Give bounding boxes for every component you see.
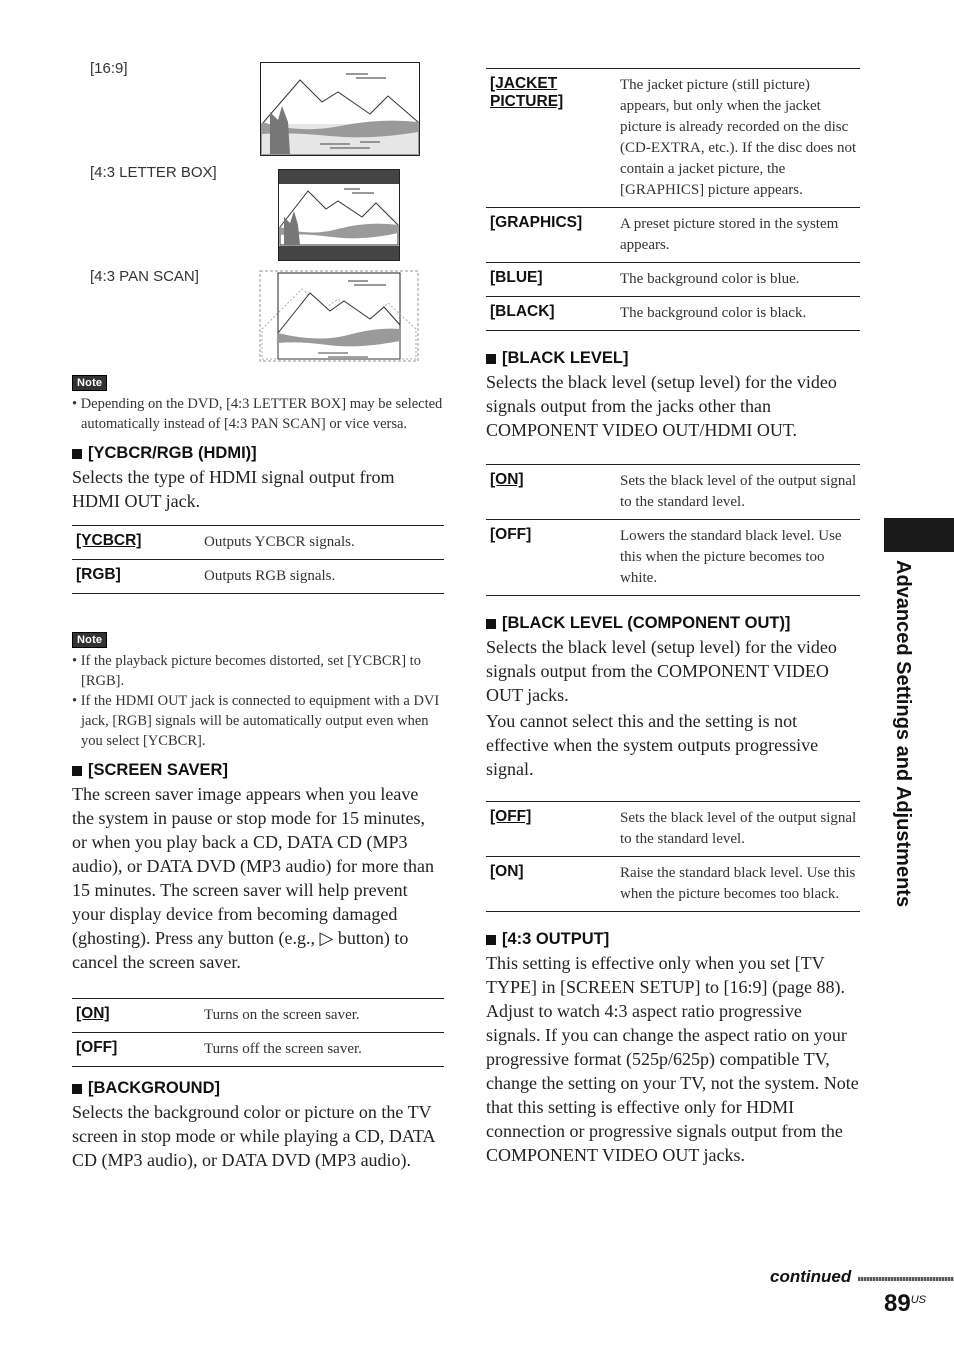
- option-desc: Raise the standard black level. Use this when the picture becomes too black.: [620, 857, 860, 912]
- note-item: • If the HDMI OUT jack is connected to equipment with a DVI jack, [RGB] signals will be automatically output even when you select [YCBCR].: [72, 691, 444, 751]
- option-desc: The jacket picture (still picture) appears, but only when the jacket picture is already recorded on the disc (CD-EXTRA, etc.). If the disc does not contain a jacket picture, the [GRAPHICS] picture appears.: [620, 69, 860, 208]
- section-heading-background: [BACKGROUND]: [72, 1079, 444, 1098]
- options-table-black-level-component: [486, 801, 860, 912]
- options-table-ycbcr: [72, 525, 444, 594]
- figure-label: [16:9]: [90, 60, 128, 77]
- option-desc: Turns off the screen saver.: [204, 1033, 444, 1067]
- option-key: [BLUE]: [486, 263, 620, 297]
- left-column: [72, 56, 444, 1172]
- option-desc: Turns on the screen saver.: [204, 999, 444, 1033]
- section-body-black-level-component: Selects the black level (setup level) for the video signals output from the COMPONENT VIDEO OUT jacks.: [486, 637, 837, 705]
- figure-16-9: [72, 56, 444, 161]
- section-body-screen-saver: The screen saver image appears when you leave the system in pause or stop mode for 15 minutes, or when you play back a CD, DATA CD (MP3 audio), or DATA DVD (MP3 audio) for more than 15 minutes. The screen saver will help prevent your display device from becoming damaged (ghosting). Press any button (e.g., ▷ button) to cancel the screen saver.: [72, 784, 434, 972]
- note-badge: Note: [72, 632, 107, 648]
- note-block-1: [72, 373, 444, 434]
- landscape-panscan-image: [258, 269, 422, 363]
- option-key: [ON]: [486, 857, 620, 912]
- options-table-background: [486, 68, 860, 331]
- figure-letterbox: [72, 161, 444, 267]
- table-row: [72, 560, 444, 594]
- option-desc: A preset picture stored in the system appears.: [620, 208, 860, 263]
- table-row: [72, 526, 444, 560]
- option-key: [JACKET PICTURE]: [486, 69, 620, 208]
- section-heading-ycbcr: [YCBCR/RGB (HDMI)]: [72, 444, 444, 463]
- note-badge: Note: [72, 375, 107, 391]
- option-desc: Lowers the standard black level. Use this when the picture becomes too white.: [620, 520, 860, 596]
- table-row: [486, 69, 860, 208]
- table-row: [486, 263, 860, 297]
- table-row: [72, 1033, 444, 1067]
- table-row: [486, 520, 860, 596]
- option-desc: Outputs YCBCR signals.: [204, 526, 444, 560]
- table-row: [486, 465, 860, 520]
- side-tab-label: Advanced Settings and Adjustments: [892, 560, 914, 908]
- section-heading-black-level-component: [BLACK LEVEL (COMPONENT OUT)]: [486, 614, 860, 633]
- section-body-4-3-output: This setting is effective only when you set [TV TYPE] in [SCREEN SETUP] to [16:9] (page 88). Adjust to watch 4:3 aspect ratio progressive signals. If you can change the aspect ratio on your progressive format (525p/625p) compatible TV, change the setting on your TV, not the system. Note that this setting is effective only for HDMI connection or progressive signals output from the COMPONENT VIDEO OUT jacks.: [486, 953, 859, 1165]
- option-key: [ON]: [486, 465, 620, 520]
- side-tab-marker: [884, 518, 954, 552]
- section-heading-black-level: [BLACK LEVEL]: [486, 349, 860, 368]
- table-row: [486, 208, 860, 263]
- continued-rule: [858, 1277, 954, 1281]
- option-desc: Sets the black level of the output signal to the standard level.: [620, 465, 860, 520]
- section-body-black-level: Selects the black level (setup level) for the video signals output from the jacks other than COMPONENT VIDEO OUT/HDMI OUT.: [486, 372, 837, 440]
- page-number: $89^{US}$: [884, 1290, 926, 1317]
- option-key: [RGB]: [72, 560, 204, 594]
- continued-label: continued: [770, 1267, 852, 1286]
- option-key: [YCBCR]: [72, 526, 204, 560]
- section-body-background: Selects the background color or picture on the TV screen in stop mode or while playing a CD, DATA CD (MP3 audio), or DATA DVD (MP3 audio).: [72, 1102, 435, 1170]
- section-body-black-level-component-2: You cannot select this and the setting is not effective when the system outputs progressive signal.: [486, 711, 819, 779]
- option-key: [OFF]: [486, 520, 620, 596]
- section-heading-screen-saver: [SCREEN SAVER]: [72, 761, 444, 780]
- option-key: [OFF]: [72, 1033, 204, 1067]
- option-key: [BLACK]: [486, 297, 620, 331]
- table-row: [486, 297, 860, 331]
- option-key: [OFF]: [486, 802, 620, 857]
- note-item: • If the playback picture becomes distorted, set [YCBCR] to [RGB].: [72, 651, 444, 691]
- figure-label: [4:3 LETTER BOX]: [90, 164, 217, 181]
- page-suffix: US: [910, 1294, 926, 1306]
- option-desc: The background color is blue.: [620, 263, 860, 297]
- option-desc: Sets the black level of the output signal to the standard level.: [620, 802, 860, 857]
- figure-panscan: [72, 267, 444, 375]
- section-heading-4-3-output: [4:3 OUTPUT]: [486, 930, 860, 949]
- landscape-16-9-image: [260, 62, 420, 156]
- options-table-screen-saver: [72, 998, 444, 1067]
- table-row: [486, 857, 860, 912]
- option-desc: The background color is black.: [620, 297, 860, 331]
- landscape-letterbox-image: [278, 169, 400, 261]
- section-body-ycbcr: Selects the type of HDMI signal output from HDMI OUT jack.: [72, 467, 395, 511]
- table-row: [72, 999, 444, 1033]
- option-key: [ON]: [72, 999, 204, 1033]
- options-table-black-level: [486, 464, 860, 596]
- option-desc: Outputs RGB signals.: [204, 560, 444, 594]
- table-row: [486, 802, 860, 857]
- right-column: [486, 68, 860, 1167]
- note-block-2: [72, 630, 444, 751]
- note-item: • Depending on the DVD, [4:3 LETTER BOX] may be selected automatically instead of [4:3 PAN SCAN] or vice versa.: [72, 394, 444, 434]
- option-key: [GRAPHICS]: [486, 208, 620, 263]
- figure-label: [4:3 PAN SCAN]: [90, 268, 199, 285]
